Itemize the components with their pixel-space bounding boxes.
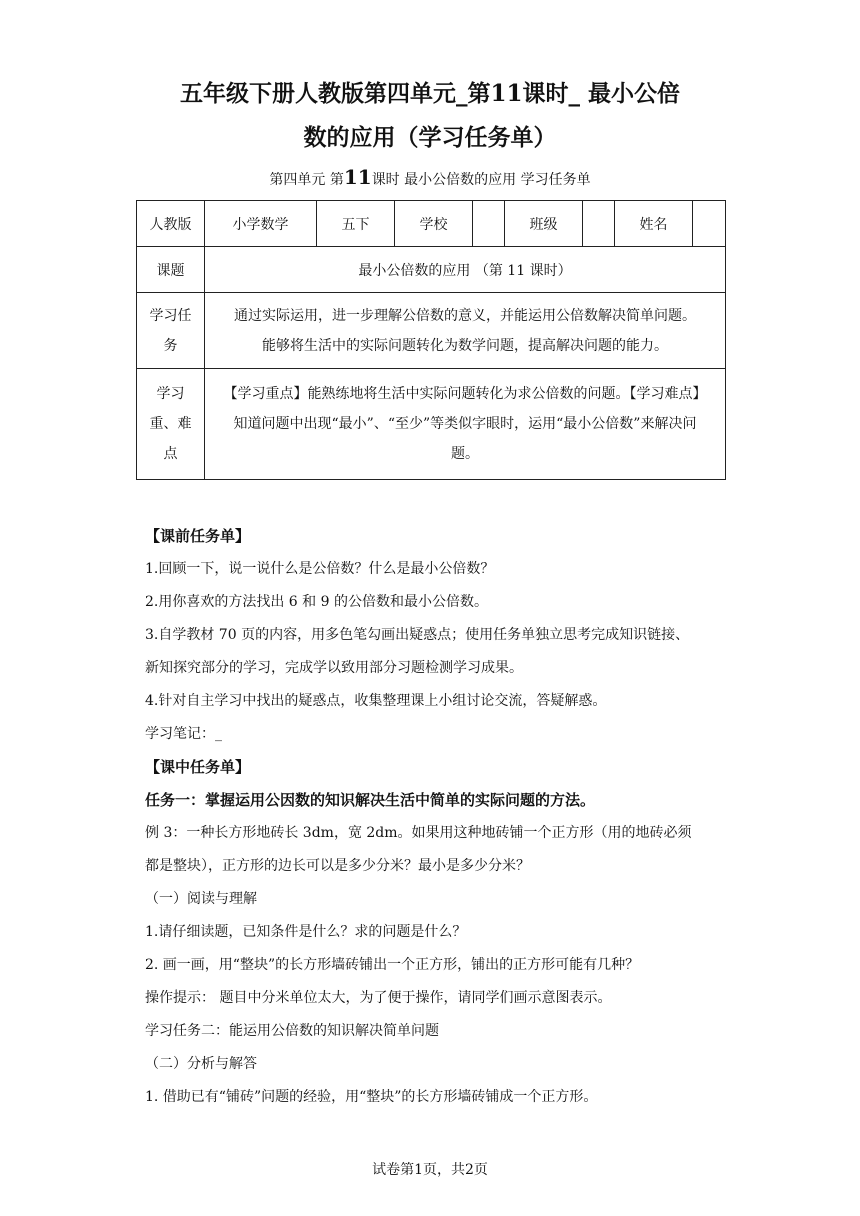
document-body (145, 520, 725, 1114)
page-footer: 试卷第1页，共2页 (372, 1162, 488, 1178)
paragraph-line: 学习任务二：能运用公倍数的知识解决简单问题 (145, 1023, 439, 1039)
cell-keypoints-label (137, 369, 205, 480)
paragraph-line: 都是整块），正方形的边长可以是多少分米？最小是多少分米？ (145, 858, 530, 874)
cell-grade: 五下 (317, 201, 395, 247)
label-line: 学习 (156, 386, 185, 402)
task-line: 能够将生活中的实际问题转化为数学问题，提高解决问题的能力。 (262, 337, 668, 354)
paragraph-line: 1. 借助已有“铺砖”问题的经验，用“整块”的长方形墙砖铺成一个正方形。 (145, 1089, 598, 1105)
paragraph-line: 新知探究部分的学习，完成学以致用部分习题检测学习成果。 (145, 660, 523, 676)
table-row (137, 369, 726, 480)
cell-task-value (205, 293, 726, 369)
cell-subject: 小学数学 (205, 201, 317, 247)
subsection-heading: （二）分析与解答 (145, 1056, 257, 1072)
task-one-heading: 任务一：掌握运用公因数的知识解决生活中简单的实际问题的方法。 (145, 791, 596, 809)
subtitle-post: 课时 最小公倍数的应用 学习任务单 (371, 172, 591, 188)
paragraph-line: 2.用你喜欢的方法找出 6 和 9 的公倍数和最小公倍数。 (145, 594, 488, 610)
table-row (137, 201, 726, 247)
title-line-1: 五年级下册人教版第四单元_第11课时_ 最小公倍 (179, 80, 680, 107)
paragraph-line: 4.针对自主学习中找出的疑惑点，收集整理课上小组讨论交流，答疑解惑。 (145, 693, 607, 709)
title-line-2: 数的应用（学习任务单） (303, 124, 557, 151)
subtitle (0, 165, 860, 189)
label-line: 学习任 (149, 307, 192, 324)
subsection-heading: （一）阅读与理解 (145, 891, 257, 907)
cell-class-label: 班级 (505, 201, 583, 247)
cell-school-value[interactable] (473, 201, 505, 247)
paragraph-line: 2. 画一画，用“整块”的长方形墙砖铺出一个正方形，铺出的正方形可能有几种？ (145, 957, 640, 973)
cell-name-value[interactable] (693, 201, 726, 247)
table-row (137, 247, 726, 293)
info-table (136, 200, 726, 480)
subtitle-lesson-number: 11 (343, 165, 372, 189)
paragraph-line: 操作提示： 题目中分米单位太大，为了便于操作，请同学们画示意图表示。 (145, 990, 612, 1006)
cell-topic-label: 课题 (137, 247, 205, 293)
keypoint-line: 知道问题中出现“最小”、“至少”等类似字眼时，运用“最小公倍数”来解决问 (233, 416, 697, 432)
label-line: 点 (163, 446, 178, 462)
keypoint-line: 【学习重点】能熟练地将生活中实际问题转化为求公倍数的问题。【学习难点】 (223, 386, 707, 402)
cell-school-label: 学校 (395, 201, 473, 247)
task-line: 通过实际运用，进一步理解公倍数的意义，并能运用公倍数解决简单问题。 (234, 307, 696, 324)
cell-topic-value: 最小公倍数的应用 （第 11 课时） (205, 247, 726, 293)
cell-task-label (137, 293, 205, 369)
label-line: 务 (163, 337, 178, 354)
section-heading-inclass: 【课中任务单】 (145, 758, 251, 776)
document-title (130, 72, 730, 160)
keypoint-line: 题。 (451, 446, 479, 462)
subtitle-pre: 第四单元 第 (269, 172, 344, 188)
cell-name-label: 姓名 (615, 201, 693, 247)
paragraph-line: 1.回顾一下，说一说什么是公倍数？什么是最小公倍数？ (145, 561, 495, 577)
cell-keypoints-value (205, 369, 726, 480)
paragraph-line: 1.请仔细读题，已知条件是什么？求的问题是什么？ (145, 924, 467, 940)
table-row (137, 293, 726, 369)
label-line: 重、难 (149, 416, 192, 432)
cell-publisher: 人教版 (137, 201, 205, 247)
section-heading-preclass: 【课前任务单】 (145, 527, 251, 545)
cell-class-value[interactable] (583, 201, 615, 247)
paragraph-line: 例 3：一种长方形地砖长 3dm，宽 2dm。如果用这种地砖铺一个正方形（用的地砖必须 (145, 825, 692, 841)
study-notes-line: 学习笔记：_ (145, 726, 222, 742)
paragraph-line: 3.自学教材 70 页的内容，用多色笔勾画出疑惑点；使用任务单独立思考完成知识链接、 (145, 627, 690, 643)
